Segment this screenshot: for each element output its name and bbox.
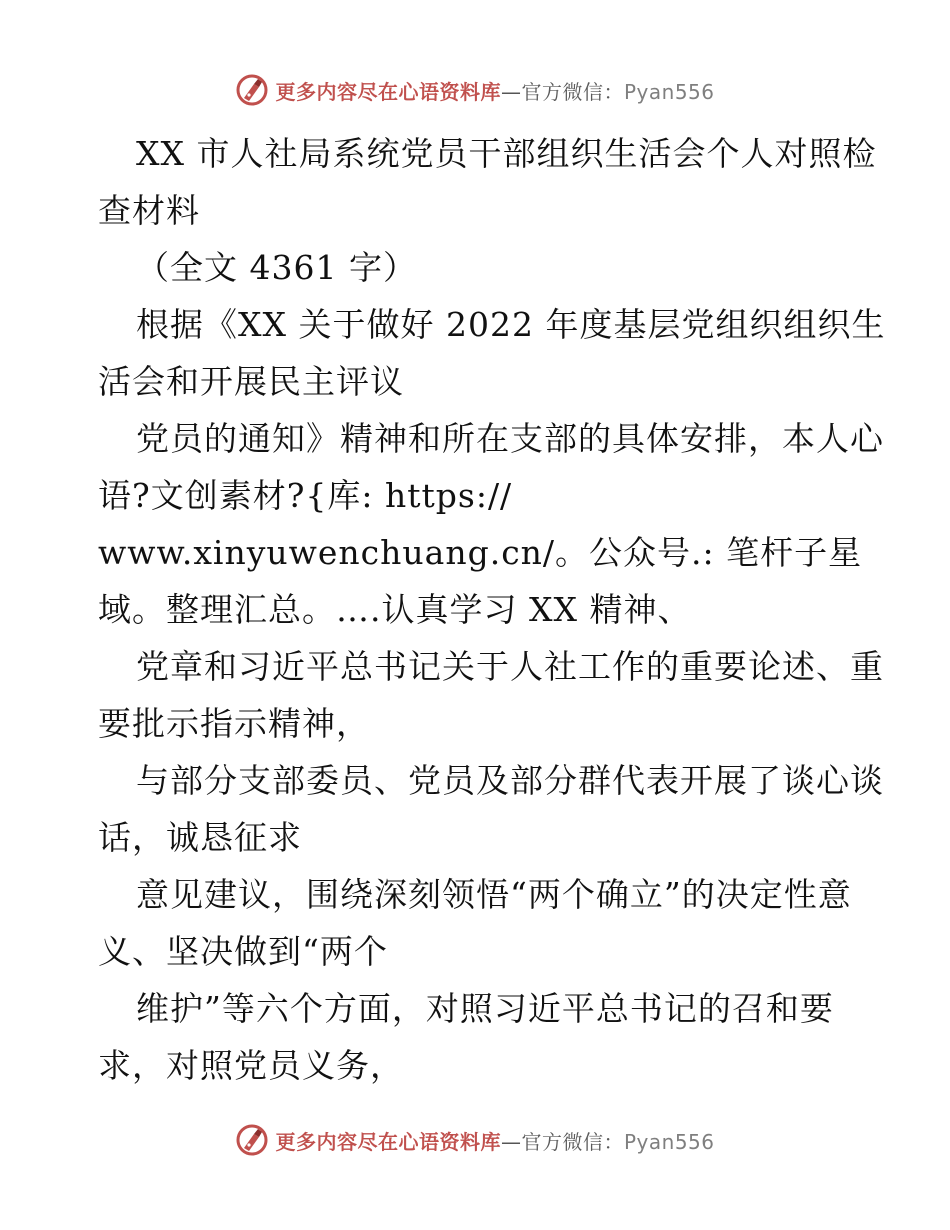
wechat-id: Pyan556 bbox=[623, 1129, 715, 1154]
wechat-label: 官方微信： bbox=[521, 1129, 624, 1154]
wechat-label: 官方微信： bbox=[521, 79, 624, 104]
body-paragraph: 根据《XX 关于做好 2022 年度基层党组织组织生活会和开展民主评议 bbox=[98, 305, 886, 401]
header-watermark-banner bbox=[0, 70, 950, 110]
body-paragraph: 与部分支部委员、党员及部分群代表开展了谈心谈话，诚恳征求 bbox=[98, 761, 884, 857]
brand-text: 更多内容尽在心语资料库 bbox=[275, 1129, 501, 1154]
separator-dash: — bbox=[500, 79, 522, 104]
separator-dash: — bbox=[500, 1129, 522, 1154]
body-paragraph: 维护”等六个方面，对照习近平总书记的召和要求，对照党员义务， bbox=[98, 989, 834, 1085]
pen-nib-logo-icon bbox=[235, 1123, 269, 1157]
document-body bbox=[98, 125, 888, 1094]
document-title: XX 市人社局系统党员干部组织生活会个人对照检查材料 bbox=[98, 134, 877, 230]
body-paragraph: www.xinyuwenchuang.cn/。公众号.: 笔杆子星域。整理汇总。….认真学习 XX 精神、 bbox=[98, 533, 863, 629]
wechat-id: Pyan556 bbox=[623, 79, 715, 104]
word-count-note: （全文 4361 字） bbox=[136, 248, 417, 287]
pen-nib-logo-icon bbox=[235, 73, 269, 107]
footer-watermark-banner bbox=[0, 1120, 950, 1160]
body-paragraph: 意见建议，围绕深刻领悟“两个确立”的决定性意义、坚决做到“两个 bbox=[98, 875, 852, 971]
body-paragraph: 党章和习近平总书记关于人社工作的重要论述、重要批示指示精神， bbox=[98, 647, 884, 743]
brand-text: 更多内容尽在心语资料库 bbox=[275, 79, 501, 104]
body-paragraph: 党员的通知》精神和所在支部的具体安排，本人心语?文创素材?{库: https:// bbox=[98, 419, 884, 515]
